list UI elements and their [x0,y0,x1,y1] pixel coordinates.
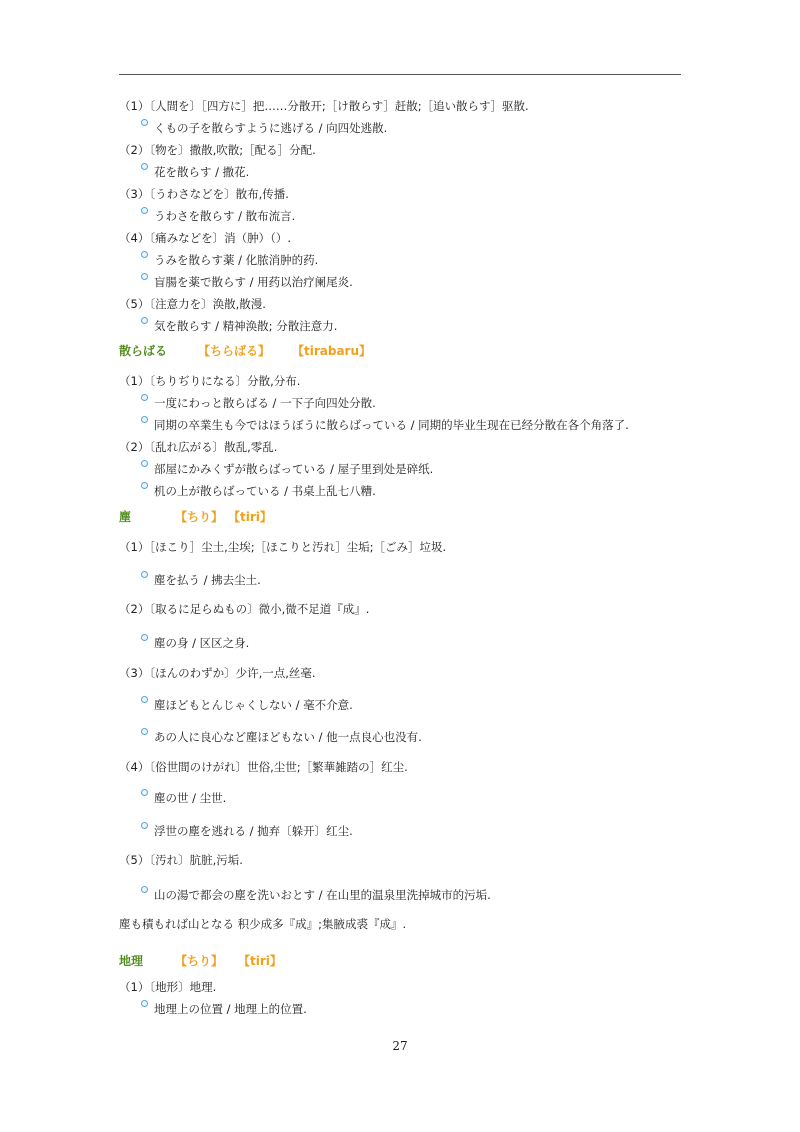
sense-definition: （1）［ほこり］尘土,尘埃;［ほこりと汚れ］尘垢;［ごみ］垃圾. [119,540,447,554]
example-sentence [141,483,376,499]
example-sentence [141,790,226,806]
example-sentence [141,318,337,334]
example-text: あの人に良心など塵ほどもない / 他一点良心也没有. [154,730,422,744]
example-sentence [141,120,387,136]
example-text: 机の上が散らばっている / 书桌上乱七八糟. [154,484,376,498]
headword-romaji: 【tirabaru】 [292,344,372,358]
example-sentence [141,395,376,411]
bullet-circle-icon [141,886,148,893]
bullet-circle-icon [141,207,148,214]
bullet-circle-icon [141,394,148,401]
bullet-circle-icon [141,571,148,578]
example-sentence [141,208,295,224]
sense-definition: （2）〔物を〕撒散,吹散;［配る］分配. [119,143,316,157]
example-text: うわさを散らす / 散布流言. [154,209,296,223]
sense-definition: （3）〔うわさなどを〕散布,传播. [119,187,289,201]
example-text: 気を散らす / 精神涣散; 分散注意力. [154,319,338,333]
example-text: 塵ほどもとんじゃくしない / 毫不介意. [154,698,353,712]
example-text: 地理上の位置 / 地理上的位置. [154,1002,307,1016]
sense-definition: （5）〔汚れ〕肮脏,污垢. [119,853,243,867]
sense-definition: （4）〔痛みなどを〕消（肿）（）. [119,231,291,245]
example-text: 山の湯で都会の塵を洗いおとす / 在山里的温泉里洗掉城市的污垢. [154,888,491,902]
bullet-circle-icon [141,1000,148,1007]
sense-definition: （1）〔地形〕地理. [119,980,217,994]
headword-reading: 【ちり】 [175,954,224,968]
sense-definition: （4）〔俗世間のけがれ〕世俗,尘世;［繁華雑踏の］红尘. [119,760,408,774]
sense-definition: （3）〔ほんのわずか〕少许,一点,丝毫. [119,666,316,680]
example-sentence [141,697,353,713]
example-sentence [141,1001,307,1017]
example-text: 同期の卒業生も今ではほうぼうに散らばっている / 同期的毕业生现在已经分散在各个角落了. [154,418,629,432]
bullet-circle-icon [141,251,148,258]
example-text: 部屋にかみくずが散らばっている / 屋子里到处是碎纸. [154,462,434,476]
headword: 地理 [119,954,144,968]
example-text: 塵の世 / 尘世. [154,791,227,805]
bullet-circle-icon [141,728,148,735]
example-sentence [141,823,353,839]
headword-romaji: 【tiri】 [228,510,272,524]
sense-definition: （2）〔取るに足らぬもの〕微小,微不足道『成』. [119,602,370,616]
example-sentence [141,887,491,903]
header-rule [119,74,681,75]
bullet-circle-icon [141,822,148,829]
example-sentence [141,635,249,651]
bullet-circle-icon [141,163,148,170]
example-sentence [141,729,422,745]
bullet-circle-icon [141,482,148,489]
bullet-circle-icon [141,634,148,641]
idiom-line: 塵も積もれば山となる 积少成多『成』;集腋成裘『成』. [119,917,407,931]
sense-definition: （5）〔注意力を〕涣散,散漫. [119,297,266,311]
example-sentence [141,274,353,290]
example-text: 塵の身 / 区区之身. [154,636,250,650]
bullet-circle-icon [141,119,148,126]
bullet-circle-icon [141,460,148,467]
example-sentence [141,572,261,588]
sense-definition: （1）〔人間を〕［四方に］把……分散开;［け散らす］赶散;［追い散らす］驱散. [119,99,529,113]
example-sentence [141,252,318,268]
bullet-circle-icon [141,696,148,703]
example-sentence [141,461,433,477]
bullet-circle-icon [141,273,148,280]
example-text: 塵を払う / 拂去尘土. [154,573,261,587]
example-text: 花を散らす / 撒花. [154,165,250,179]
page-number: 27 [392,1039,408,1053]
bullet-circle-icon [141,317,148,324]
headword-reading: 【ちり】 [175,510,224,524]
example-sentence [141,417,629,433]
headword-romaji: 【tiri】 [238,954,282,968]
headword: 塵 [119,510,132,524]
sense-definition: （2）〔乱れ広がる〕散乱,零乱. [119,440,278,454]
example-sentence [141,164,249,180]
sense-definition: （1）〔ちりぢりになる〕分散,分布. [119,374,301,388]
example-text: うみを散らす薬 / 化脓消肿的药. [154,253,319,267]
example-text: 一度にわっと散らばる / 一下子向四处分散. [154,396,376,410]
headword: 散らばる [119,344,168,358]
bullet-circle-icon [141,416,148,423]
example-text: くもの子を散らすように逃げる / 向四处逃散. [154,121,388,135]
example-text: 浮世の塵を逃れる / 抛弃〔躲开〕红尘. [154,824,353,838]
example-text: 盲腸を薬で散らす / 用药以治疗阑尾炎. [154,275,353,289]
headword-reading: 【ちらばる】 [198,344,271,358]
bullet-circle-icon [141,789,148,796]
